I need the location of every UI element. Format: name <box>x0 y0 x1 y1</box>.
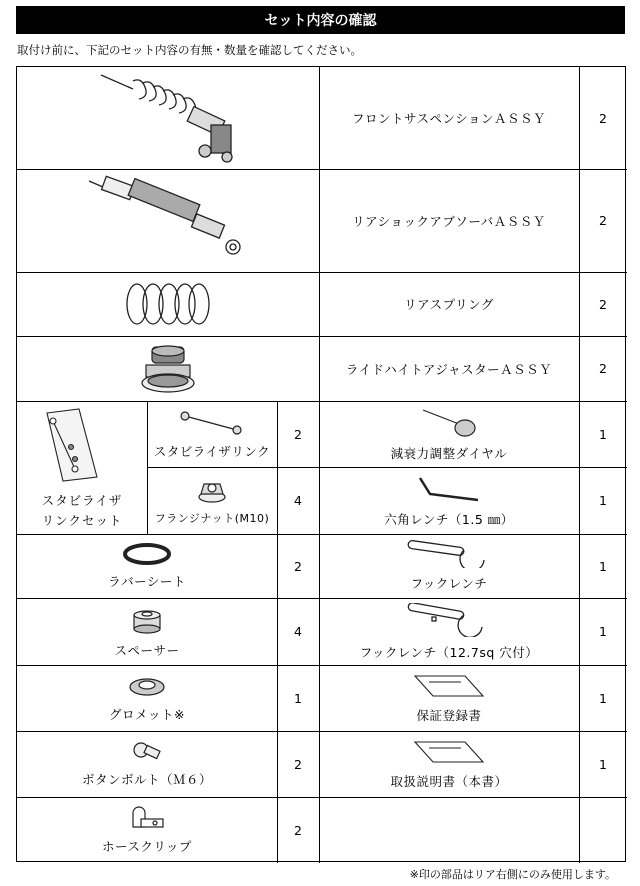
hex-wrench-icon <box>414 474 484 504</box>
hose-clip-cell <box>17 797 277 863</box>
warranty-card-qty: 1 <box>599 690 607 706</box>
stabilizer-set-bag-icon <box>41 407 101 483</box>
spacer-icon <box>130 605 164 635</box>
rubber-sheet-name: ラバーシート <box>108 574 186 589</box>
front-suspension-icon <box>93 69 243 167</box>
hook-wrench-square-cell <box>319 598 579 665</box>
section-title: セット内容の確認 <box>16 6 625 34</box>
manual-name: 取扱説明書（本書） <box>390 774 508 789</box>
rear-spring-qty: 2 <box>599 296 607 312</box>
flange-nut-cell <box>147 467 277 534</box>
flange-nut-name: フランジナット(M10) <box>154 511 270 525</box>
flange-nut-icon <box>197 476 227 504</box>
button-bolt-name: ボタンボルト（Ｍ６） <box>81 772 212 787</box>
damping-dial-icon <box>419 406 479 438</box>
hex-wrench-cell <box>319 467 579 534</box>
hook-wrench-cell <box>319 534 579 598</box>
ride-height-adjuster-image <box>17 336 319 401</box>
footnote: ※印の部品はリア右側にのみ使用します。 <box>409 868 616 881</box>
hook-wrench-name: フックレンチ <box>410 576 488 591</box>
rear-shock-image <box>17 169 319 272</box>
front-suspension-image <box>17 67 319 169</box>
warranty-card-cell <box>319 665 579 731</box>
warranty-card-name: 保証登録書 <box>416 708 482 723</box>
hook-wrench-qty: 1 <box>599 558 607 574</box>
stabilizer-set-label-1: スタビライザ <box>41 493 123 508</box>
grommet-qty: 1 <box>294 690 302 706</box>
intro-text: 取付け前に、下記のセット内容の有無・数量を確認してください。 <box>17 43 362 57</box>
hose-clip-qty: 2 <box>294 822 302 838</box>
rear-shock-icon <box>83 175 253 267</box>
grommet-icon <box>127 673 167 699</box>
rear-spring-image <box>17 272 319 336</box>
hook-wrench-square-qty: 1 <box>599 624 607 639</box>
button-bolt-cell <box>17 731 277 797</box>
rear-shock-qty: 2 <box>599 213 607 228</box>
front-suspension-name: フロントサスペンションＡＳＳＹ <box>352 111 546 126</box>
hex-wrench-qty: 1 <box>599 493 607 508</box>
stabilizer-link-name: スタビライザリンク <box>153 444 271 459</box>
warranty-card-icon <box>409 672 489 700</box>
grommet-name: グロメット※ <box>109 707 185 722</box>
parts-table <box>16 66 626 862</box>
stabilizer-set-label-2: リンクセット <box>41 513 123 528</box>
damping-dial-name: 減衰力調整ダイヤル <box>390 446 508 461</box>
hook-wrench-square-name: フックレンチ（12.7sq 穴付） <box>359 644 539 660</box>
manual-qty: 1 <box>599 756 607 772</box>
hose-clip-icon <box>125 805 169 831</box>
flange-nut-qty: 4 <box>294 493 302 508</box>
stabilizer-link-icon <box>177 408 247 436</box>
ride-height-adjuster-qty: 2 <box>599 361 607 376</box>
ride-height-adjuster-icon <box>138 343 198 395</box>
manual-cell <box>319 731 579 797</box>
rubber-sheet-qty: 2 <box>294 558 302 574</box>
spacer-cell <box>17 598 277 665</box>
button-bolt-qty: 2 <box>294 756 302 772</box>
hook-wrench-square-icon <box>404 603 494 637</box>
front-suspension-qty: 2 <box>599 110 607 126</box>
spacer-qty: 4 <box>294 624 302 639</box>
stabilizer-link-cell <box>147 401 277 467</box>
stabilizer-link-qty: 2 <box>294 426 302 442</box>
damping-dial-cell <box>319 401 579 467</box>
spacer-name: スペーサー <box>114 642 180 658</box>
rear-shock-name: リアショックアブソーバＡＳＳＹ <box>352 213 546 229</box>
hook-wrench-icon <box>404 540 494 568</box>
rubber-sheet-cell <box>17 534 277 598</box>
hex-wrench-name: 六角レンチ（1.5 ㎜） <box>384 511 514 527</box>
rear-spring-icon <box>123 279 213 329</box>
hose-clip-name: ホースクリップ <box>102 839 192 854</box>
button-bolt-icon <box>132 740 162 764</box>
grommet-cell <box>17 665 277 731</box>
stabilizer-set-cell <box>17 401 147 534</box>
damping-dial-qty: 1 <box>599 426 607 442</box>
ride-height-adjuster-name: ライドハイトアジャスターＡＳＳＹ <box>345 361 553 377</box>
manual-icon <box>409 738 489 766</box>
rubber-sheet-icon <box>122 542 172 566</box>
rear-spring-name: リアスプリング <box>404 297 494 312</box>
